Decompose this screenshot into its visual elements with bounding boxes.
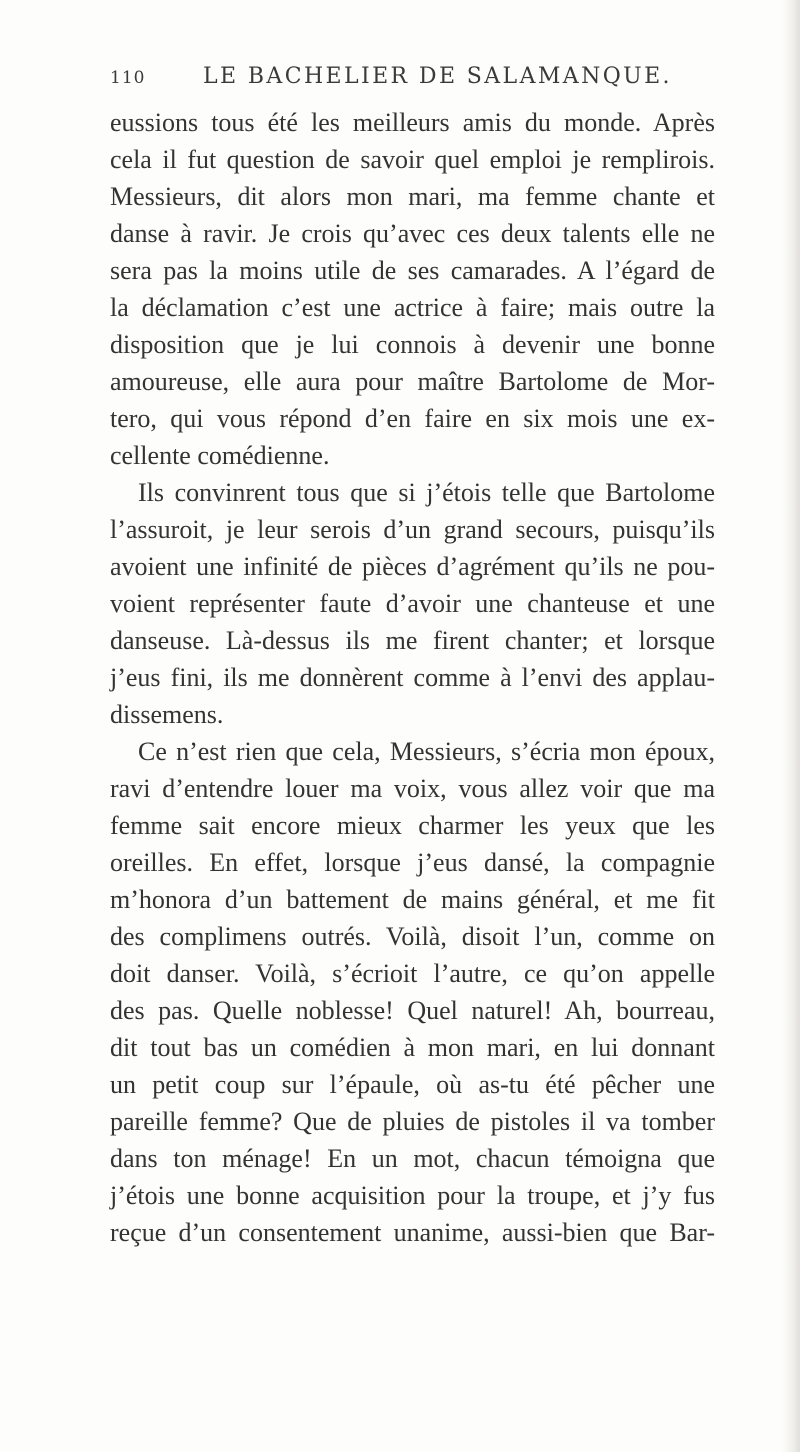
text-line: dans ton ménage! En un mot, chacun témoigna que <box>110 1144 715 1173</box>
text-line-paragraph-start: Ce n’est rien que cela, Messieurs, s’écria mon époux, <box>138 737 715 766</box>
text-line: tero, qui vous répond d’en faire en six mois une ex- <box>110 404 715 433</box>
text-line: voient représenter faute d’avoir une chanteuse et une <box>110 589 715 618</box>
text-line: Messieurs, dit alors mon mari, ma femme chante et <box>110 182 715 211</box>
text-line-paragraph-end: cellente comédienne. <box>110 441 330 470</box>
running-title: LE BACHELIER DE SALAMANQUE. <box>203 64 672 89</box>
text-line: des pas. Quelle noblesse! Quel naturel! Ah, bourreau, <box>110 996 715 1025</box>
text-line: pareille femme? Que de pluies de pistoles il va tomber <box>110 1107 715 1136</box>
text-line: amoureuse, elle aura pour maître Bartolome de Mor- <box>110 367 715 396</box>
text-line: un petit coup sur l’épaule, où as-tu été pêcher une <box>110 1070 715 1099</box>
text-line: eussions tous été les meilleurs amis du monde. Après <box>110 108 715 137</box>
running-head <box>110 62 710 102</box>
text-line: femme sait encore mieux charmer les yeux que les <box>110 811 715 840</box>
text-line: doit danser. Voilà, s’écrioit l’autre, ce qu’on appelle <box>110 959 715 988</box>
text-line: j’eus fini, ils me donnèrent comme à l’envi des applau- <box>110 663 715 692</box>
text-line: la déclamation c’est une actrice à faire; mais outre la <box>110 293 715 322</box>
text-line: sera pas la moins utile de ses camarades. A l’égard de <box>110 256 715 285</box>
text-line: l’assuroit, je leur serois d’un grand secours, puisqu’ils <box>110 515 715 544</box>
text-line-paragraph-start: Ils convinrent tous que si j’étois telle que Bartolome <box>138 478 715 507</box>
text-line: danseuse. Là-dessus ils me firent chanter; et lorsque <box>110 626 715 655</box>
text-line: ravi d’entendre louer ma voix, vous allez voir que ma <box>110 774 715 803</box>
text-line: avoient une infinité de pièces d’agrément qu’ils ne pou- <box>110 552 715 581</box>
text-line: dit tout bas un comédien à mon mari, en lui donnant <box>110 1033 715 1062</box>
text-line: des complimens outrés. Voilà, disoit l’un, comme on <box>110 922 715 951</box>
text-line: oreilles. En effet, lorsque j’eus dansé, la compagnie <box>110 848 715 877</box>
text-line: j’étois une bonne acquisition pour la troupe, et j’y fus <box>110 1181 715 1210</box>
body-text <box>110 104 715 1251</box>
text-line: reçue d’un consentement unanime, aussi-bien que Bar- <box>110 1218 715 1247</box>
page-number: 110 <box>110 68 146 88</box>
page-edge-shadow <box>782 0 800 1452</box>
text-line: m’honora d’un battement de mains général, et me fit <box>110 885 715 914</box>
text-line: cela il fut question de savoir quel emploi je remplirois. <box>110 145 715 174</box>
text-line: danse à ravir. Je crois qu’avec ces deux talents elle ne <box>110 219 715 248</box>
text-line-paragraph-end: dissemens. <box>110 700 224 729</box>
text-line: disposition que je lui connois à devenir une bonne <box>110 330 715 359</box>
